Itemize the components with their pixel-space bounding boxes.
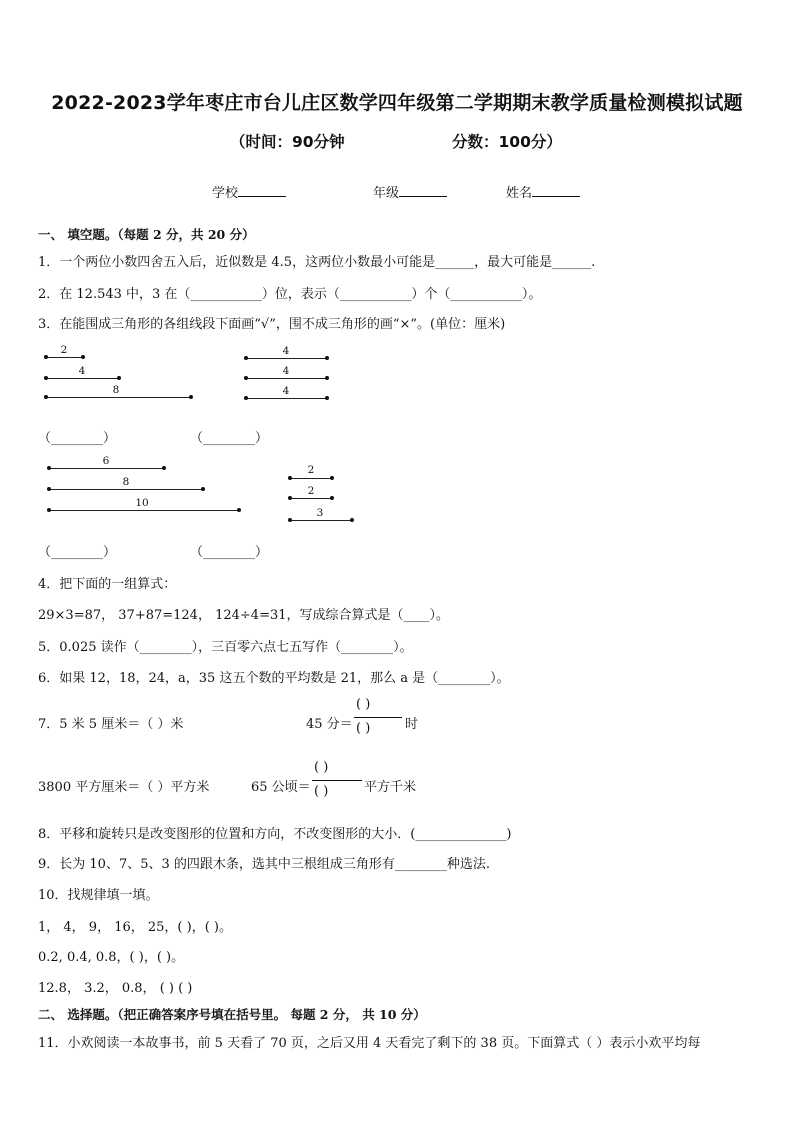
- segment-label: 4: [282, 345, 290, 357]
- question-10-sequence-a: 1， 4， 9， 16， 25，( )，( )。: [38, 920, 232, 935]
- fraction-hours: [354, 697, 404, 739]
- grade-field: [373, 182, 447, 201]
- name-field: [506, 182, 580, 201]
- fraction-numerator[interactable]: ( ): [314, 760, 329, 775]
- question-9: 9．长为 10、7、5、3 的四跟木条，选其中三根组成三角形有________种选法.: [38, 857, 491, 872]
- fraction-numerator[interactable]: ( ): [356, 697, 371, 712]
- question-8: 8．平移和旋转只是改变图形的位置和方向，不改变图形的大小．(______________): [38, 827, 512, 842]
- name-label: 姓名: [506, 186, 533, 201]
- document-title: 2022-2023学年枣庄市台儿庄区数学四年级第二学期期末教学质量检测模拟试题: [51, 92, 743, 114]
- segment-label: 2: [60, 344, 68, 356]
- section-heading-fill-in: 一、 填空题。（每题 2 分，共 20 分）: [38, 227, 255, 242]
- segment-label: 4: [78, 365, 86, 377]
- question-6: 6．如果 12，18，24，a，35 这五个数的平均数是 21，那么 a 是（________）。: [38, 671, 510, 686]
- question-10-sequence-b: 0.2, 0.4, 0.8，( )，( )。: [38, 950, 185, 965]
- segment-label: 10: [135, 497, 149, 509]
- school-blank[interactable]: [238, 184, 286, 197]
- question-10: 10．找规律填一填。: [38, 888, 159, 903]
- question-7b-suffix: 时: [405, 717, 419, 732]
- question-4-formulas: 29×3=87， 37+87=124， 124÷4=31，写成综合算式是（____）。: [38, 608, 449, 623]
- question-5: 5．0.025 读作（________），三百零六点七五写作（________）。: [38, 640, 413, 655]
- question-4: 4．把下面的一组算式：: [38, 577, 177, 592]
- answer-blank-group-1[interactable]: （________）: [38, 431, 117, 446]
- question-11: 11．小欢阅读一本故事书，前 5 天看了 70 页，之后又用 4 天看完了剩下的 38 页。下面算式（ ）表示小欢平均每: [38, 1036, 701, 1051]
- name-blank[interactable]: [532, 184, 580, 197]
- segment-label: 2: [307, 485, 315, 497]
- grade-label: 年级: [373, 186, 400, 201]
- segment-label: 2: [307, 464, 315, 476]
- segment-label: 6: [102, 455, 110, 467]
- question-7c: 3800 平方厘米＝（ ）平方米: [38, 780, 210, 795]
- question-2: 2．在 12.543 中，3 在（___________）位，表示（___________）个（___________）。: [38, 287, 542, 302]
- exam-time: （时间：90分钟: [230, 133, 345, 151]
- segment-label: 8: [112, 384, 120, 396]
- answer-blank-group-4[interactable]: （________）: [190, 545, 269, 560]
- fraction-denominator[interactable]: ( ): [356, 721, 371, 736]
- exam-score: 分数：100分）: [452, 133, 562, 151]
- question-7a: 7．5 米 5 厘米＝（ ）米: [38, 717, 184, 732]
- grade-blank[interactable]: [399, 184, 447, 197]
- fraction-denominator[interactable]: ( ): [314, 784, 329, 799]
- question-3: 3．在能围成三角形的各组线段下面画“√”，围不成三角形的画“×”。(单位：厘米): [38, 317, 506, 332]
- school-field: [212, 182, 286, 201]
- segment-label: 3: [316, 507, 324, 519]
- segment-label: 4: [282, 385, 290, 397]
- answer-blank-group-3[interactable]: （________）: [38, 545, 117, 560]
- school-label: 学校: [212, 186, 239, 201]
- question-10-sequence-c: 12.8， 3.2， 0.8， ( ) ( ): [38, 981, 193, 996]
- question-7d-prefix: 65 公顷＝: [251, 780, 311, 795]
- fraction-square-km: [312, 760, 364, 802]
- question-7b-prefix: 45 分＝: [306, 717, 353, 732]
- question-1: 1．一个两位小数四舍五入后，近似数是 4.5，这两位小数最小可能是______，最大可能是______.: [38, 255, 596, 270]
- question-7d-suffix: 平方千米: [364, 780, 417, 795]
- segment-label: 8: [122, 476, 130, 488]
- section-heading-choice: 二、 选择题。（把正确答案序号填在括号里。 每题 2 分， 共 10 分）: [38, 1007, 426, 1022]
- segment-label: 4: [282, 365, 290, 377]
- answer-blank-group-2[interactable]: （________）: [190, 431, 269, 446]
